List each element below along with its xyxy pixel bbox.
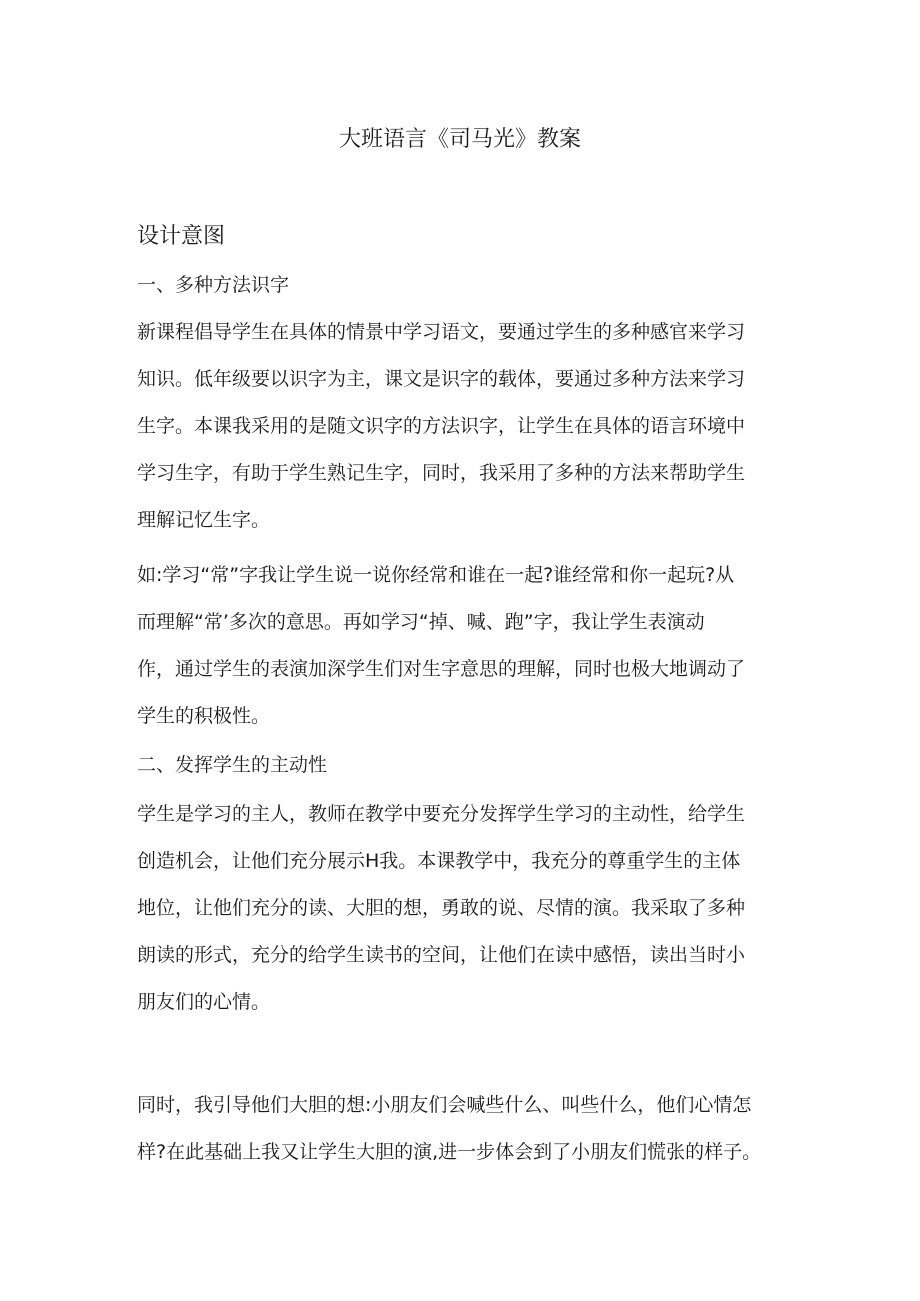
document-title: 大班语言《司马光》教案 <box>338 127 581 152</box>
subheading-student-initiative: 二、发挥学生的主动性 <box>137 754 328 776</box>
paragraph-line: 知识。低年级要以识字为主，课文是识字的载体，要通过多种方法来学习 <box>137 368 746 390</box>
paragraph-line: 朗读的形式，充分的给学生读书的空间，让他们在读中感悟，读出当时小 <box>137 944 746 966</box>
paragraph-line: 理解记忆生字。 <box>137 509 271 531</box>
paragraph-line: 样?在此基础上我又让学生大胆的演,进一步体会到了小朋友们慌张的样子。 <box>137 1141 762 1163</box>
paragraph-line: 朋友们的心情。 <box>137 991 271 1013</box>
paragraph-line: 创造机会，让他们充分展示H我。本课教学中，我充分的尊重学生的主体 <box>137 850 741 872</box>
paragraph-line: 地位，让他们充分的读、大胆的想，勇敢的说、尽情的演。我采取了多种 <box>137 897 746 919</box>
subheading-recognition-methods: 一、多种方法识字 <box>137 274 290 296</box>
paragraph-line: 而理解“常’多次的意思。再如学习“掉、喊、跑”字，我让学生表演动 <box>137 611 705 633</box>
paragraph-line: 生字。本课我采用的是随文识字的方法识字，让学生在具体的语言环境中 <box>137 415 746 437</box>
paragraph-line: 学生是学习的主人，教师在教学中要充分发挥学生学习的主动性，给学生 <box>137 803 746 825</box>
paragraph-line: 学生的积极性。 <box>137 705 271 727</box>
paragraph-line: 同时，我引导他们大胆的想:小朋友们会喊些什么、叫些什么，他们心情怎 <box>137 1094 752 1116</box>
paragraph-line: 如:学习“常”字我让学生说一说你经常和谁在一起?谁经常和你一起玩?从 <box>137 564 735 586</box>
paragraph-line: 学习生字，有助于学生熟记生字，同时，我采用了多种的方法来帮助学生 <box>137 462 746 484</box>
paragraph-line: 作，通过学生的表演加深学生们对生字意思的理解，同时也极大地调动了 <box>137 658 746 680</box>
paragraph-line: 新课程倡导学生在具体的情景中学习语文，要通过学生的多种感官来学习 <box>137 321 746 343</box>
section-heading-design-intent: 设计意图 <box>137 224 226 249</box>
